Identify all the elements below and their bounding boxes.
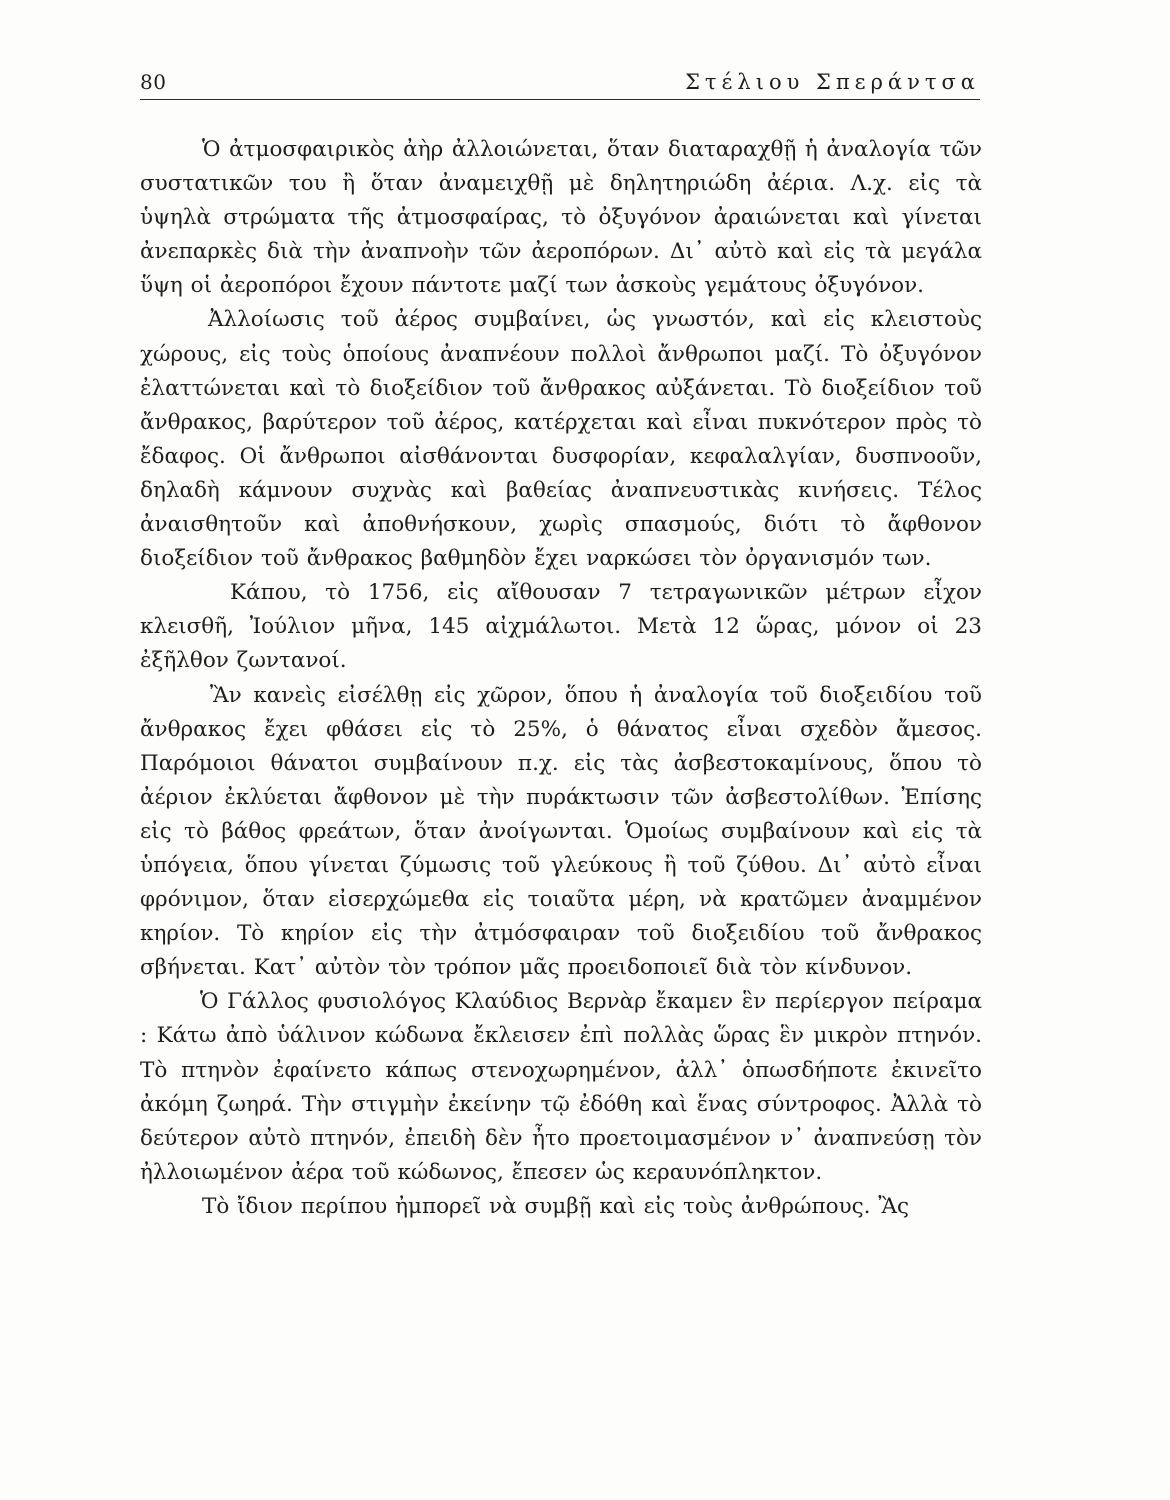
paragraph-same-for-humans: Τὸ ἴδιον περίπου ἠμπορεῖ νὰ συμβῇ καὶ εἰς τοὺς ἀνθρώπους. Ἂς [202, 1193, 910, 1219]
body-text [140, 133, 982, 1224]
running-head-author: Στέλιου Σπεράντσα [685, 70, 980, 94]
paragraph-1756-prisoners: Κάπου, τὸ 1756, εἰς αἴθουσαν 7 τετραγωνικῶν μέτρων εἶχον κλεισθῆ, Ἰούλιον μῆνα, 145 αἰχμάλωτοι. Μετὰ 12 ὥρας, μόνον οἱ 23 ἐξῆλθον ζωντανοί. [140, 580, 982, 674]
paragraph-carbon-dioxide-danger: Ἂν κανεὶς εἰσέλθῃ εἰς χῶρον, ὅπου ἡ ἀναλογία τοῦ διοξειδίου τοῦ ἄνθρακος ἔχει φθάσει εἰς τὸ 25%, ὁ θάνατος εἶναι σχεδὸν ἄμεσος. Παρόμοιοι θάνατοι συμβαίνουν π.χ. εἰς τὰς ἀσβεστοκαμίνους, ὅπου τὸ ἀέριον ἐκλύεται ἄφθονον μὲ τὴν πυράκτωσιν τῶν ἀσβεστολίθων. Ἐπίσης εἰς τὸ βάθος φρεάτων, ὅταν ἀνοίγωνται. Ὁμοίως συμβαίνουν καὶ εἰς τὰ ὑπόγεια, ὅπου γίνεται ζύμωσις τοῦ γλεύκους ἢ τοῦ ζύθου. Δι᾽ αὐτὸ εἶναι φρόνιμον, ὅταν εἰσερχώμεθα εἰς τοιαῦτα μέρη, νὰ κρατῶμεν ἀναμμένον κηρίον. Τὸ κηρίον εἰς τὴν ἀτμόσφαιραν τοῦ διοξειδίου τοῦ ἄνθρακος σβήνεται. Κατ᾽ αὐτὸν τὸν τρόπον μᾶς προειδοποιεῖ διὰ τὸν κίνδυνον. [140, 682, 982, 981]
paragraph-bernard-experiment: Ὁ Γάλλος φυσιολόγος Κλαύδιος Βερνὰρ ἔκαμεν ἓν περίεργον πείραμα : Κάτω ἀπὸ ὑάλινον κώδωνα ἔκλεισεν ἐπὶ πολλὰς ὥρας ἓν μικρὸν πτηνόν. Τὸ πτηνὸν ἐφαίνετο κάπως στενοχωρημένον, ἀλλ᾽ ὁπωσδήποτε ἐκινεῖτο ἀκόμη ζωηρά. Τὴν στιγμὴν ἐκείνην τῷ ἐδόθη καὶ ἕνας σύντροφος. Ἀλλὰ τὸ δεύτερον αὐτὸ πτηνόν, ἐπειδὴ δὲν ἦτο προετοιμασμένον ν᾽ ἀναπνεύσῃ τὸν ἠλλοιωμένον ἀέρα τοῦ κώδωνος, ἔπεσεν ὡς κεραυνόπληκτον. [140, 989, 982, 1185]
paragraph-atmospheric-air: Ὁ ἀτμοσφαιρικὸς ἀὴρ ἀλλοιώνεται, ὅταν διαταραχθῇ ἡ ἀναλογία τῶν συστατικῶν του ἢ ὅταν ἀναμειχθῇ μὲ δηλητηριώδη ἀέρια. Λ.χ. εἰς τὰ ὑψηλὰ στρώματα τῆς ἀτμοσφαίρας, τὸ ὀξυγόνον ἀραιώνεται καὶ γίνεται ἀνεπαρκὲς διὰ τὴν ἀναπνοὴν τῶν ἀεροπόρων. Δι᾽ αὐτὸ καὶ εἰς τὰ μεγάλα ὕψη οἱ ἀεροπόροι ἔχουν πάντοτε μαζί των ἀσκοὺς γεμάτους ὀξυγόνον. [140, 137, 982, 299]
header-rule [140, 99, 980, 100]
paragraph-closed-spaces: Ἀλλοίωσις τοῦ ἀέρος συμβαίνει, ὡς γνωστόν, καὶ εἰς κλειστοὺς χώρους, εἰς τοὺς ὁποίους ἀναπνέουν πολλοὶ ἄνθρωποι μαζί. Τὸ ὀξυγόνον ἐλαττώνεται καὶ τὸ διοξείδιον τοῦ ἄνθρακος αὐξάνεται. Τὸ διοξείδιον τοῦ ἄνθρακος, βαρύτερον τοῦ ἀέρος, κατέρχεται καὶ εἶναι πυκνότερον πρὸς τὸ ἔδαφος. Οἱ ἄνθρωποι αἰσθάνονται δυσφορίαν, κεφαλαλγίαν, δυσπνοοῦν, δηλαδὴ κάμνουν συχνὰς καὶ βαθείας ἀναπνευστικὰς κινήσεις. Τέλος ἀναισθητοῦν καὶ ἀποθνήσκουν, χωρὶς σπασμούς, διότι τὸ ἄφθονον διοξείδιον τοῦ ἄνθρακος βαθμηδὸν ἔχει ναρκώσει τὸν ὀργανισμόν των. [140, 307, 982, 572]
page-number: 80 [140, 70, 167, 94]
page-header [140, 70, 980, 98]
